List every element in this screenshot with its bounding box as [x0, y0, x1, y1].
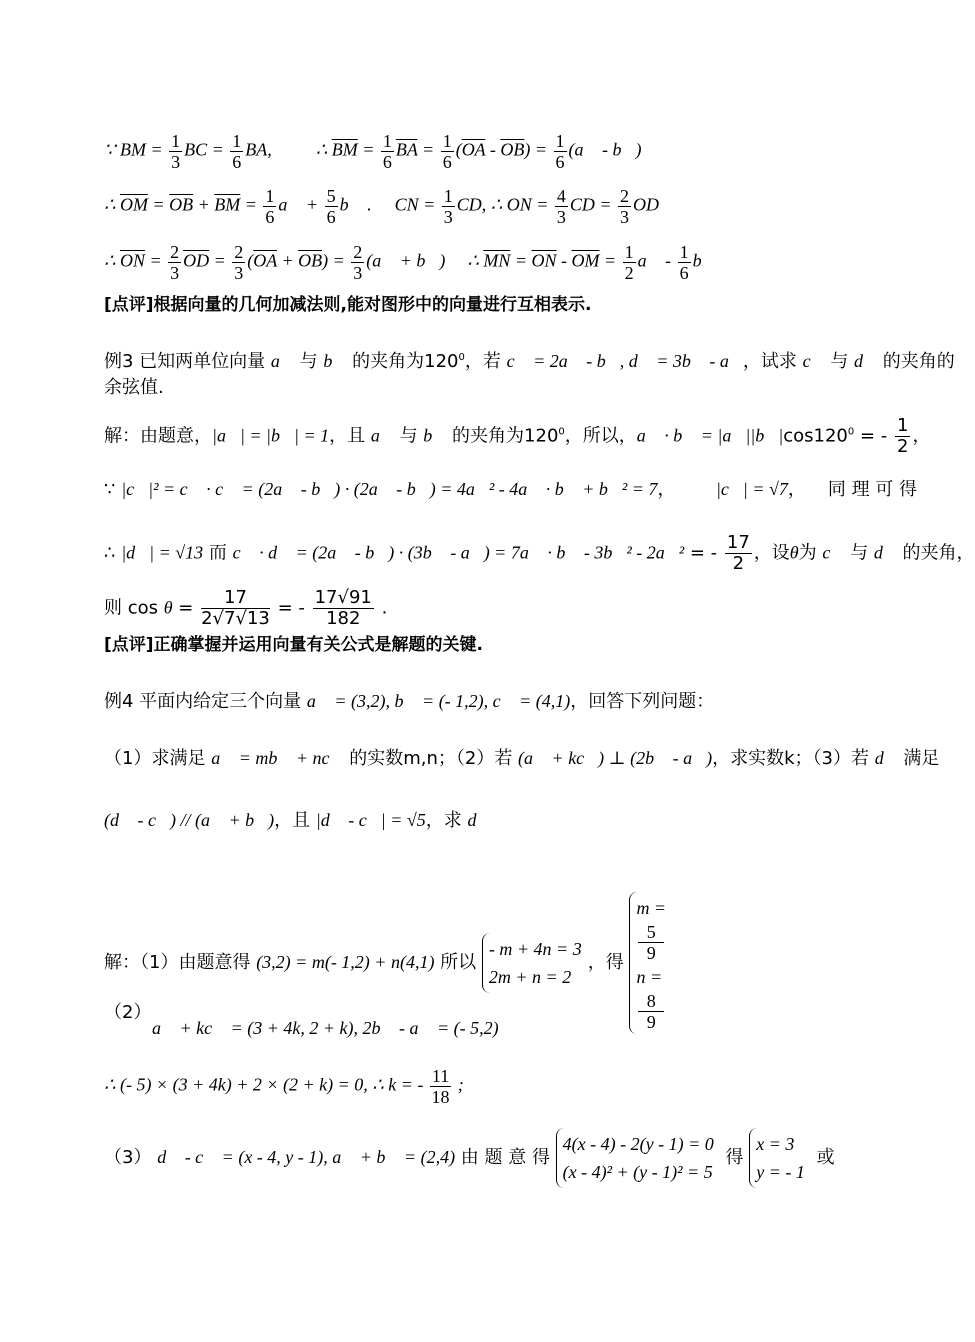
- line-om: ∴ $\overline{OM} = \overline{OB} + \overline{BM}$ = $\frac{1}{6}$ a⃗ + $\frac{5}{6}$ b⃗ . ∵ CN = $\frac{1}{3}$ CD, ∴ ON = $\frac{4}{3}$ CD = $\frac{2}{3}$ OD: [104, 186, 660, 227]
- comment-2: [点评]正确掌握并运用向量有关公式是解题的关键.: [104, 635, 483, 655]
- solution-3-line-3: ∴ |d⃗| = √13 而 c⃗ · d⃗ = (2a⃗ - b⃗) · (3b⃗ - a⃗) = 7a⃗ · b⃗ - 3b⃗² - 2a⃗² = - $\frac{17}{2}$ ，设θ为 c⃗ 与 d⃗ 的夹角，: [104, 532, 975, 574]
- example-4-line-1: 例4 平面内给定三个向量 a⃗ = (3,2), b⃗ = (- 1,2), c⃗ = (4,1)，回答下列问题：: [104, 691, 715, 712]
- example-4-line-3: (d⃗ - c⃗) // (a⃗ + b⃗)，且 |d⃗ - c⃗| = √5，求 d⃗: [104, 810, 491, 831]
- comment-1: [点评]根据向量的几何加减法则,能对图形中的向量进行互相表示.: [104, 295, 592, 315]
- solution-4-part-1: 解：（1）由题意得 (3,2) = m(- 1,2) + n(4,1) 所以 - m + 4n = 3 2m + n = 2 ，得 m = 5 9 n = 8 9: [104, 892, 672, 1034]
- example-4-line-2: （1）求满足 a⃗ = mb⃗ + nc⃗ 的实数m,n；（2）若 (a⃗ + kc⃗) ⊥ (2b⃗ - a⃗)，求实数k；（3）若 d⃗ 满足: [104, 748, 940, 769]
- example-3-line-1: 例3 已知两单位向量 a⃗ 与 b⃗ 的夹角为$120^0$，若 c⃗ = 2a⃗ - b⃗, d⃗ = 3b⃗ - a⃗，试求 c⃗ 与 d⃗ 的夹角的: [104, 351, 955, 372]
- solution-4-part-2: a⃗ + kc⃗ = (3 + 4k, 2 + k), 2b⃗ - a⃗ = (- 5,2): [152, 1018, 499, 1038]
- example-3-line-2: 余弦值.: [104, 377, 164, 398]
- solution-4-part-3: （3） d⃗ - c⃗ = (x - 4, y - 1), a⃗ + b⃗ = (2,4) 由 题 意 得 4(x - 4) - 2(y - 1) = 0 (x - 4)² + (y - 1)² = 5 得 x = 3 y = - 1 或: [104, 1128, 835, 1188]
- solution-3-line-1: 解：由题意，|a⃗| = |b⃗| = 1，且 a⃗ 与 b⃗ 的夹角为$120^0$，所以，a⃗ · b⃗ = $|a⃗||b⃗|\cos 120^0$ = - $\frac{1}{2}$ ，: [104, 415, 931, 457]
- solution-4-part-2-result: ∴ (- 5) × (3 + 4k) + 2 × (2 + k) = 0, ∴ k = - $\frac{11}{18}$ ;: [104, 1066, 464, 1107]
- solution-3-line-4: 则 cos θ = $\frac{17}{2√7√13}$ = - $\frac{17√91}{182}$ .: [104, 587, 388, 629]
- solution-3-line-2: ∵ |c⃗|² = c⃗ · c⃗ = (2a⃗ - b⃗) · (2a⃗ - b⃗) = 4a⃗² - 4a⃗ · b⃗ + b⃗² = 7， ∴ |c⃗| = √7， 同 理 可 得: [104, 479, 918, 500]
- line-bm: ∵ BM = $\frac{1}{3}$ BC = $\frac{1}{6}$ BA, ∴ $\overline{BM}$ = $\frac{1}{6}$ $\overline{BA}$ = $\frac{1}{6}$ $(\overline{OA} - \overline{OB})$ = $\frac{1}{6}$ (a⃗ - b⃗): [104, 131, 642, 172]
- line-on: ∴ $\overline{ON}$ = $\frac{2}{3}$ $\overline{OD}$ = $\frac{2}{3}$ $(\overline{OA} + \overline{OB})$ = $\frac{2}{3}$ (a⃗ + b⃗) ∴ $\overline{MN} = \overline{ON} - \overline{OM}$ = $\frac{1}{2}$ a⃗ - $\frac{1}{6}$ b⃗: [104, 242, 716, 283]
- solution-4-part-2-label: （2）: [104, 1002, 152, 1023]
